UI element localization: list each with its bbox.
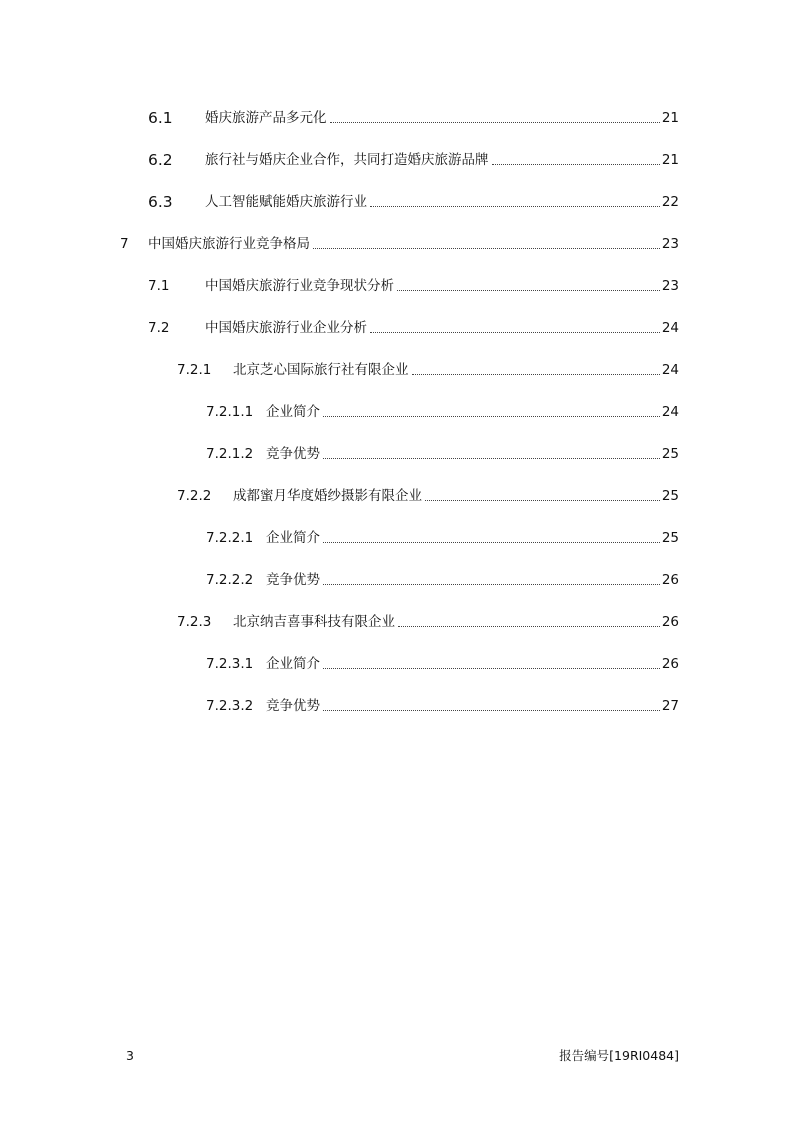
toc-entry-title: 竞争优势 — [266, 446, 320, 462]
toc-entry[interactable] — [148, 108, 679, 128]
toc-entry[interactable] — [148, 318, 679, 338]
toc-entry-number: 6.1 — [148, 109, 173, 127]
toc-leader-dots — [425, 500, 660, 501]
toc-entry-title: 北京芝心国际旅行社有限企业 — [233, 362, 409, 378]
toc-entry-number: 7.2.1.2 — [206, 446, 254, 462]
toc-entry-page: 24 — [661, 404, 679, 420]
toc-entry-title: 中国婚庆旅游行业企业分析 — [205, 320, 367, 336]
toc-entry-number: 7.2.3 — [177, 614, 212, 630]
toc-entry-number: 7.2.3.1 — [206, 656, 254, 672]
toc-entry[interactable] — [206, 654, 679, 674]
toc-entry-title: 中国婚庆旅游行业竞争格局 — [148, 236, 310, 252]
toc-entry-page: 23 — [661, 278, 679, 294]
toc-entry-page: 21 — [661, 152, 679, 168]
toc-entry[interactable] — [120, 234, 679, 254]
toc-leader-dots — [330, 122, 660, 123]
toc-entry-title: 旅行社与婚庆企业合作，共同打造婚庆旅游品牌 — [205, 152, 489, 168]
toc-entry-number: 7.2.3.2 — [206, 698, 254, 714]
toc-entry[interactable] — [206, 696, 679, 716]
toc-entry-title: 婚庆旅游产品多元化 — [205, 110, 327, 126]
toc-entry[interactable] — [177, 360, 679, 380]
toc-entry-page: 26 — [661, 572, 679, 588]
toc-entry-page: 24 — [661, 320, 679, 336]
toc-entry-page: 27 — [661, 698, 679, 714]
toc-leader-dots — [397, 290, 660, 291]
toc-entry[interactable] — [148, 276, 679, 296]
toc-leader-dots — [412, 374, 660, 375]
toc-entry-number: 7.2.2.1 — [206, 530, 254, 546]
toc-leader-dots — [492, 164, 660, 165]
toc-entry-page: 22 — [661, 194, 679, 210]
toc-entry-number: 7.2.2.2 — [206, 572, 254, 588]
toc-entry[interactable] — [177, 612, 679, 632]
toc-entry-page: 23 — [661, 236, 679, 252]
toc-leader-dots — [323, 710, 660, 711]
toc-leader-dots — [370, 206, 660, 207]
toc-leader-dots — [370, 332, 660, 333]
toc-entry-number: 7.1 — [148, 278, 170, 294]
toc-entry-page: 26 — [661, 656, 679, 672]
toc-entry-title: 企业简介 — [266, 656, 320, 672]
toc-entry-page: 21 — [661, 110, 679, 126]
toc-entry-page: 25 — [661, 488, 679, 504]
toc-entry[interactable] — [177, 486, 679, 506]
toc-entry-page: 25 — [661, 530, 679, 546]
toc-entry-number: 7.2.2 — [177, 488, 212, 504]
toc-entry-number: 7.2.1.1 — [206, 404, 254, 420]
footer-page-number: 3 — [126, 1048, 134, 1063]
toc-entry-page: 25 — [661, 446, 679, 462]
toc-leader-dots — [323, 668, 660, 669]
toc-entry[interactable] — [148, 150, 679, 170]
toc-leader-dots — [313, 248, 660, 249]
toc-entry-number: 7.2 — [148, 320, 170, 336]
toc-leader-dots — [323, 584, 660, 585]
toc-entry-title: 企业简介 — [266, 404, 320, 420]
toc-entry-title: 成都蜜月华度婚纱摄影有限企业 — [233, 488, 422, 504]
toc-entry[interactable] — [206, 528, 679, 548]
toc-entry-title: 北京纳吉喜事科技有限企业 — [233, 614, 395, 630]
toc-entry-number: 6.2 — [148, 151, 173, 169]
toc-entry-number: 7 — [120, 236, 129, 252]
toc-entry-title: 竞争优势 — [266, 572, 320, 588]
toc-leader-dots — [323, 416, 660, 417]
footer-report-id: 报告编号[19RI0484] — [559, 1048, 679, 1063]
toc-leader-dots — [323, 542, 660, 543]
toc-entry-title: 企业简介 — [266, 530, 320, 546]
toc-entry[interactable] — [206, 444, 679, 464]
toc-entry-title: 竞争优势 — [266, 698, 320, 714]
toc-entry[interactable] — [206, 402, 679, 422]
toc-entry-number: 7.2.1 — [177, 362, 212, 378]
toc-entry-title: 人工智能赋能婚庆旅游行业 — [205, 194, 367, 210]
toc-entry-page: 24 — [661, 362, 679, 378]
toc-leader-dots — [398, 626, 660, 627]
toc-leader-dots — [323, 458, 660, 459]
toc-entry-page: 26 — [661, 614, 679, 630]
toc-entry[interactable] — [148, 192, 679, 212]
toc-entry-number: 6.3 — [148, 193, 173, 211]
toc-entry-title: 中国婚庆旅游行业竞争现状分析 — [205, 278, 394, 294]
toc-entry[interactable] — [206, 570, 679, 590]
